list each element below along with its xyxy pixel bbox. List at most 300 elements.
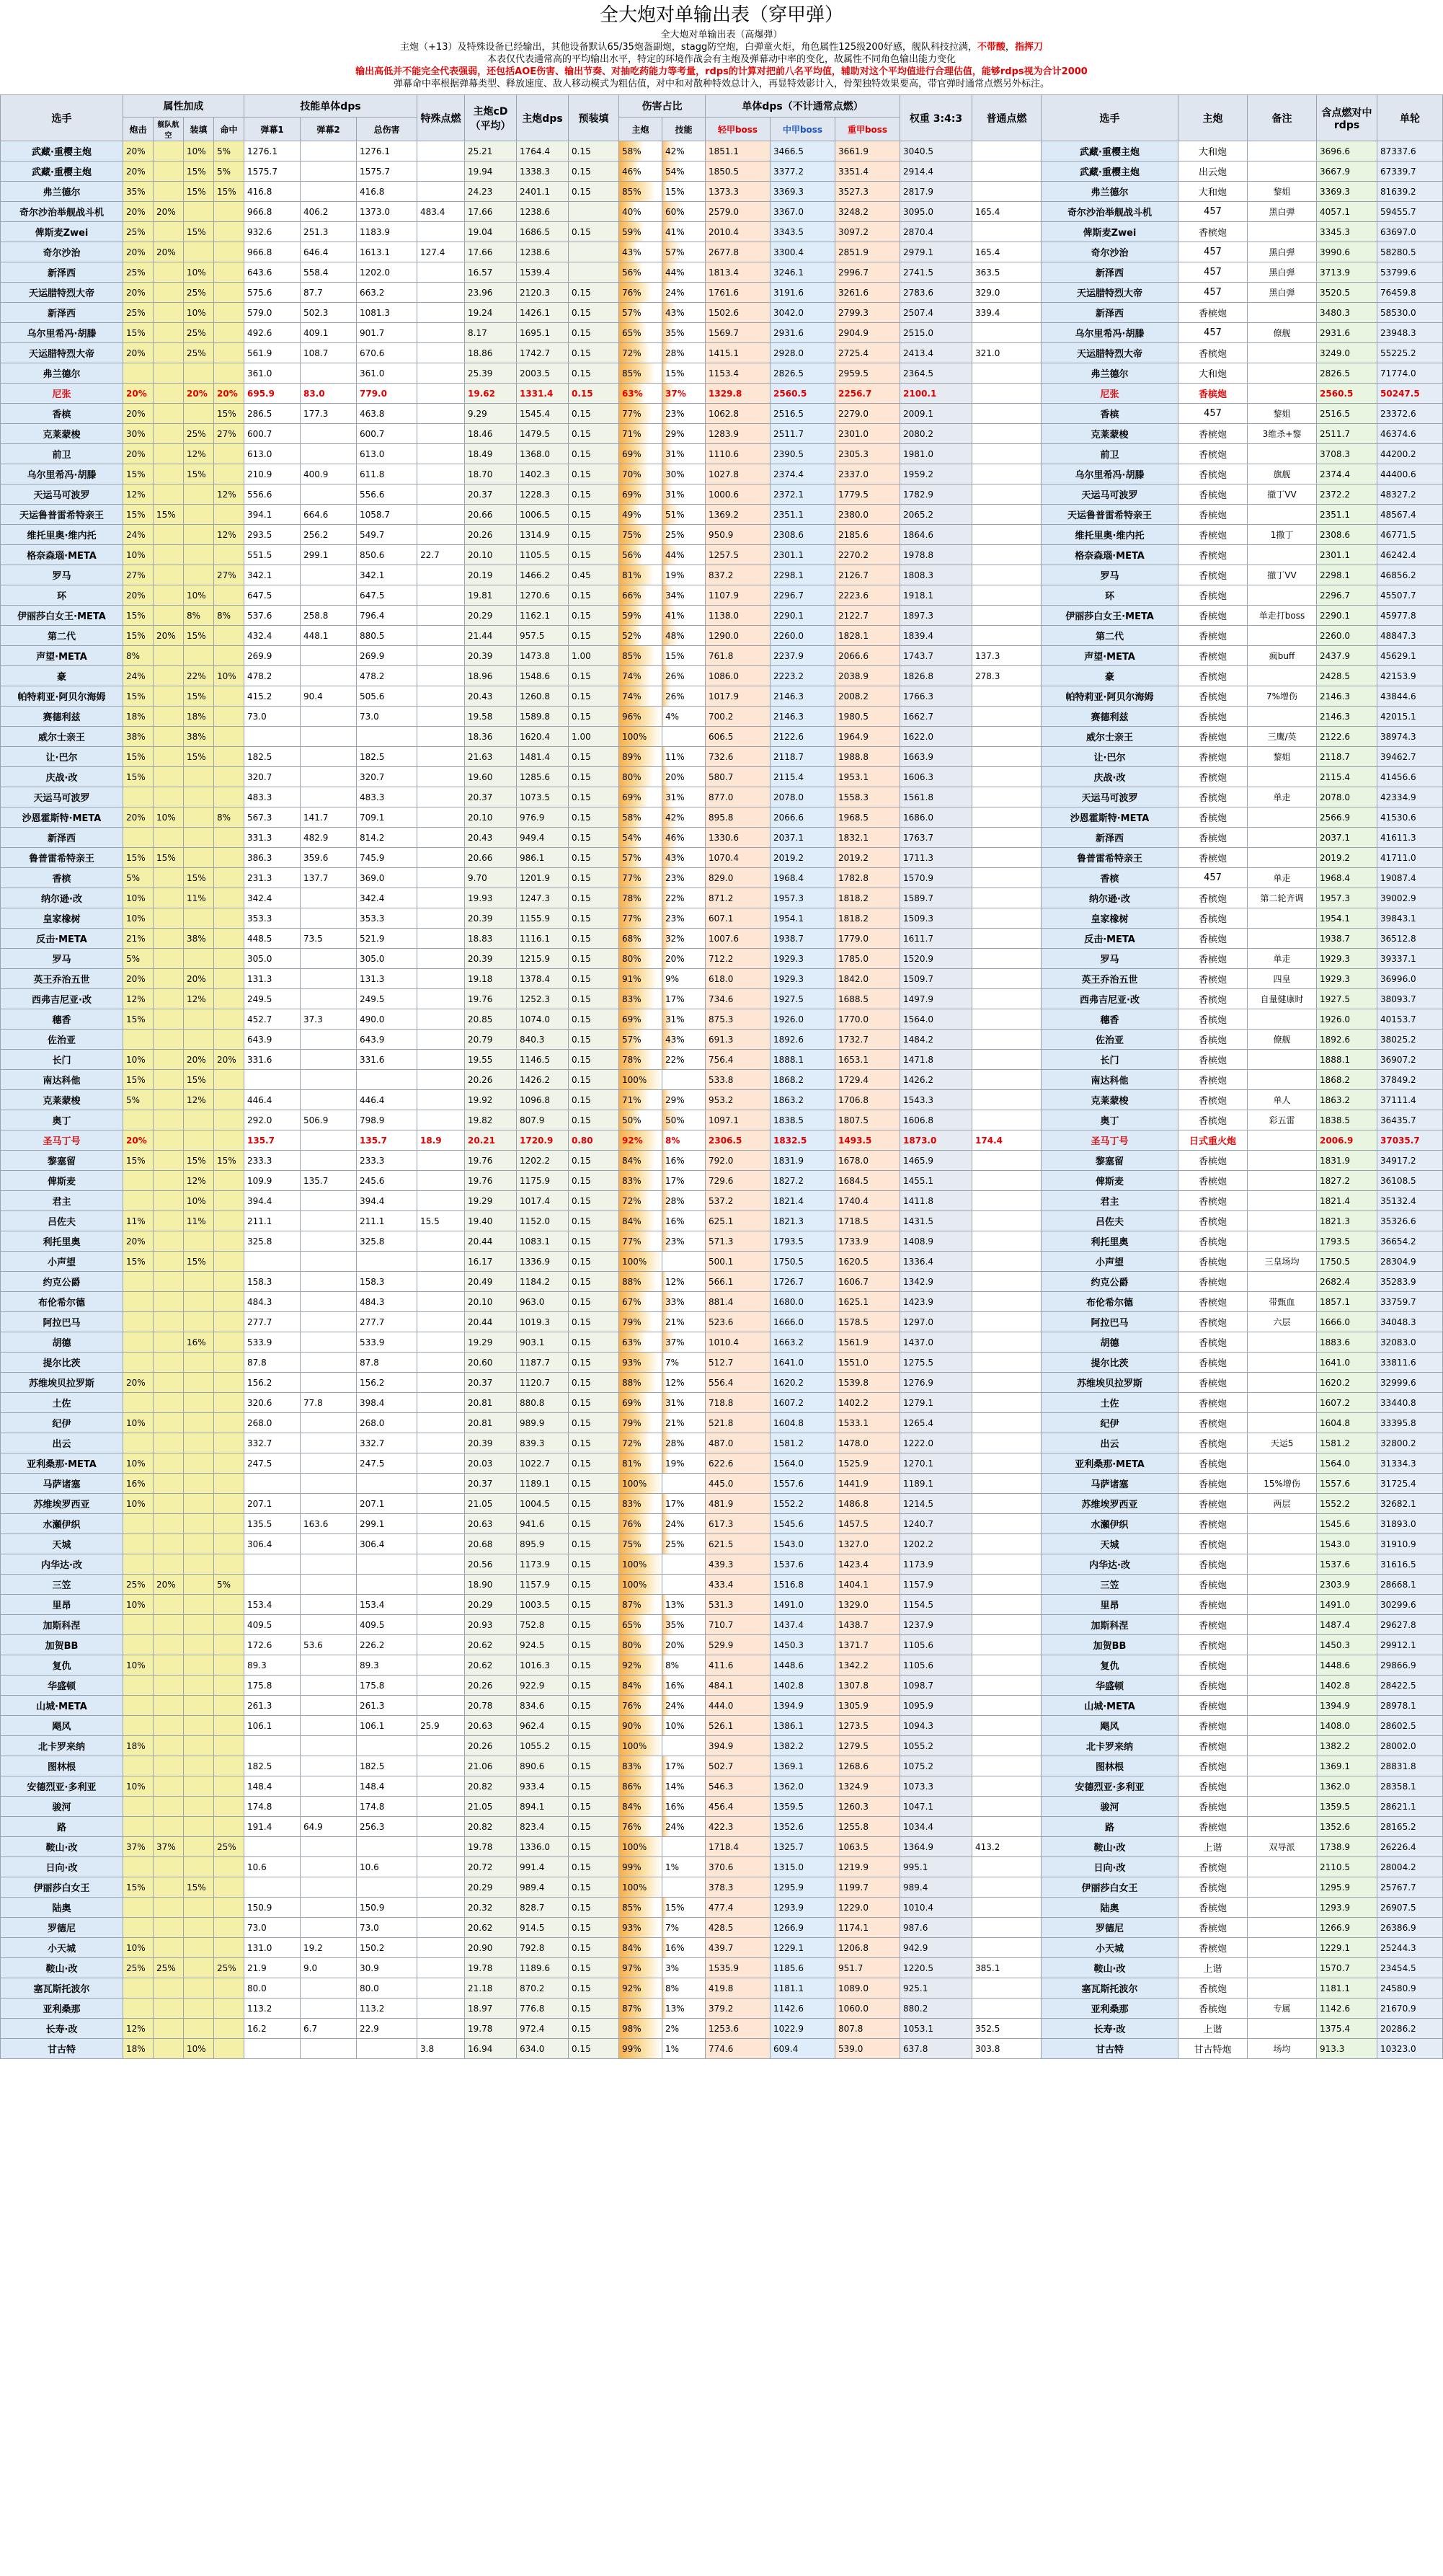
barrage-2-cell xyxy=(301,1736,357,1756)
gun-ratio-cell: 85% xyxy=(619,646,662,666)
single-round-cell: 45629.1 xyxy=(1377,646,1443,666)
skill-ratio-cell: 15% xyxy=(662,182,706,202)
col-main-gun-cd: 主炮cD（平均） xyxy=(465,95,517,141)
normal-ignite-cell xyxy=(972,1453,1042,1474)
barrage-2-cell: 506.9 xyxy=(301,1110,357,1130)
medium-boss-dps-cell: 1750.5 xyxy=(771,1252,835,1272)
normal-ignite-cell xyxy=(972,1595,1042,1615)
special-ignite-cell: 483.4 xyxy=(417,202,465,222)
player-name-2-cell: 英王乔治五世 xyxy=(1042,969,1178,989)
weighted-cell: 1808.3 xyxy=(900,565,972,585)
gun-ratio-cell: 69% xyxy=(619,484,662,505)
gun-type-cell: 香槟炮 xyxy=(1178,686,1248,707)
hit-bonus-cell: 27% xyxy=(214,565,244,585)
table-row xyxy=(1,1433,1443,1453)
hit-bonus-cell xyxy=(214,1857,244,1877)
heavy-boss-dps-cell: 2223.6 xyxy=(835,585,900,606)
player-name-2-cell: 新泽西 xyxy=(1042,303,1178,323)
gun-ratio-cell: 84% xyxy=(619,1151,662,1171)
light-boss-dps-cell: 444.0 xyxy=(706,1696,771,1716)
main-gun-cd-cell: 19.55 xyxy=(465,1050,517,1070)
player-name-2-cell: 日向·改 xyxy=(1042,1857,1178,1877)
table-row xyxy=(1,1837,1443,1857)
weighted-cell: 1342.9 xyxy=(900,1272,972,1292)
fire-bonus-cell: 15% xyxy=(123,626,154,646)
barrage-2-cell xyxy=(301,1433,357,1453)
light-boss-dps-cell: 428.5 xyxy=(706,1918,771,1938)
heavy-boss-dps-cell: 1779.5 xyxy=(835,484,900,505)
main-gun-dps-cell: 1336.0 xyxy=(517,1837,569,1857)
gun-ratio-cell: 40% xyxy=(619,202,662,222)
preload-cell: 0.15 xyxy=(569,1231,619,1252)
remark-cell: 撤丁VV xyxy=(1248,565,1317,585)
remark-cell xyxy=(1248,1615,1317,1635)
light-boss-dps-cell: 394.9 xyxy=(706,1736,771,1756)
single-round-cell: 35283.9 xyxy=(1377,1272,1443,1292)
barrage-2-cell xyxy=(301,1978,357,1999)
gun-type-cell: 香槟炮 xyxy=(1178,1595,1248,1615)
total-damage-cell: 1276.1 xyxy=(357,141,417,161)
preload-cell: 0.15 xyxy=(569,1272,619,1292)
reload-bonus-cell xyxy=(184,1474,214,1494)
preload-cell: 0.15 xyxy=(569,1615,619,1635)
barrage-2-cell: 448.1 xyxy=(301,626,357,646)
main-gun-cd-cell: 20.63 xyxy=(465,1716,517,1736)
barrage-2-cell: 83.0 xyxy=(301,384,357,404)
heavy-boss-dps-cell: 1229.0 xyxy=(835,1898,900,1918)
player-name-cell: 弗兰德尔 xyxy=(1,363,123,384)
table-row xyxy=(1,1130,1443,1151)
fleet-bonus-cell xyxy=(154,1938,184,1958)
player-name-cell: 路 xyxy=(1,1817,123,1837)
single-round-cell: 36996.0 xyxy=(1377,969,1443,989)
weighted-cell: 1297.0 xyxy=(900,1312,972,1332)
col-remark: 备注 xyxy=(1248,95,1317,141)
player-name-cell: 俾斯麦 xyxy=(1,1171,123,1191)
normal-ignite-cell xyxy=(972,1494,1042,1514)
table-row xyxy=(1,848,1443,868)
barrage-1-cell: 432.4 xyxy=(244,626,301,646)
table-row xyxy=(1,626,1443,646)
reload-bonus-cell xyxy=(184,1292,214,1312)
weighted-cell: 1426.2 xyxy=(900,1070,972,1090)
fleet-bonus-cell xyxy=(154,182,184,202)
player-name-cell: 前卫 xyxy=(1,444,123,464)
barrage-2-cell xyxy=(301,1373,357,1393)
fire-bonus-cell xyxy=(123,828,154,848)
barrage-1-cell: 643.9 xyxy=(244,1030,301,1050)
player-name-cell: 英王乔治五世 xyxy=(1,969,123,989)
fire-bonus-cell xyxy=(123,1857,154,1877)
remark-cell xyxy=(1248,505,1317,525)
player-name-cell: 天运腊特烈大帝 xyxy=(1,283,123,303)
light-boss-dps-cell: 700.2 xyxy=(706,707,771,727)
gun-type-cell: 香槟炮 xyxy=(1178,1918,1248,1938)
table-row xyxy=(1,1756,1443,1776)
heavy-boss-dps-cell: 2904.9 xyxy=(835,323,900,343)
medium-boss-dps-cell: 1359.5 xyxy=(771,1797,835,1817)
reload-bonus-cell: 25% xyxy=(184,323,214,343)
total-damage-cell: 369.0 xyxy=(357,868,417,888)
main-gun-cd-cell: 20.03 xyxy=(465,1453,517,1474)
special-ignite-cell xyxy=(417,1918,465,1938)
fleet-bonus-cell xyxy=(154,262,184,283)
light-boss-dps-cell: 512.7 xyxy=(706,1353,771,1373)
player-name-cell: 出云 xyxy=(1,1433,123,1453)
gun-type-cell: 香槟炮 xyxy=(1178,1030,1248,1050)
medium-boss-dps-cell: 1362.0 xyxy=(771,1776,835,1797)
skill-ratio-cell: 20% xyxy=(662,767,706,787)
gun-ratio-cell: 86% xyxy=(619,1776,662,1797)
fleet-bonus-cell xyxy=(154,1252,184,1272)
gun-type-cell: 香槟炮 xyxy=(1178,807,1248,828)
player-name-2-cell: 长寿·改 xyxy=(1042,2019,1178,2039)
table-row xyxy=(1,1635,1443,1655)
special-ignite-cell xyxy=(417,707,465,727)
gun-ratio-cell: 43% xyxy=(619,242,662,262)
player-name-2-cell: 弗兰德尔 xyxy=(1042,363,1178,384)
remark-cell: 单走 xyxy=(1248,949,1317,969)
main-gun-dps-cell: 2120.3 xyxy=(517,283,569,303)
weighted-cell: 1105.6 xyxy=(900,1635,972,1655)
skill-ratio-cell: 17% xyxy=(662,1756,706,1776)
barrage-1-cell: 551.5 xyxy=(244,545,301,565)
gun-ratio-cell: 77% xyxy=(619,868,662,888)
gun-ratio-cell: 71% xyxy=(619,424,662,444)
player-name-cell: 苏维埃贝拉罗斯 xyxy=(1,1373,123,1393)
special-ignite-cell xyxy=(417,1090,465,1110)
total-damage-cell xyxy=(357,2039,417,2059)
weighted-cell: 1686.0 xyxy=(900,807,972,828)
single-round-cell: 31893.0 xyxy=(1377,1514,1443,1534)
gun-ratio-cell: 90% xyxy=(619,1716,662,1736)
fleet-bonus-cell xyxy=(154,1030,184,1050)
fleet-bonus-cell xyxy=(154,1978,184,1999)
light-boss-dps-cell: 439.3 xyxy=(706,1554,771,1575)
main-gun-dps-cell: 1105.5 xyxy=(517,545,569,565)
normal-ignite-cell xyxy=(972,1050,1042,1070)
skill-ratio-cell xyxy=(662,1837,706,1857)
gun-ratio-cell: 92% xyxy=(619,1655,662,1676)
single-round-cell: 38974.3 xyxy=(1377,727,1443,747)
main-gun-cd-cell: 20.26 xyxy=(465,525,517,545)
main-gun-dps-cell: 1146.5 xyxy=(517,1050,569,1070)
gun-type-cell: 香槟炮 xyxy=(1178,1615,1248,1635)
weighted-cell: 1662.7 xyxy=(900,707,972,727)
fire-bonus-cell: 5% xyxy=(123,1090,154,1110)
single-round-cell: 34048.3 xyxy=(1377,1312,1443,1332)
player-name-cell: 华盛顿 xyxy=(1,1676,123,1696)
preload-cell: 0.15 xyxy=(569,1776,619,1797)
remark-cell: 第二轮齐调 xyxy=(1248,888,1317,908)
rdps-cell: 1821.3 xyxy=(1317,1211,1377,1231)
special-ignite-cell xyxy=(417,1030,465,1050)
table-row xyxy=(1,384,1443,404)
fire-bonus-cell: 10% xyxy=(123,1494,154,1514)
reload-bonus-cell xyxy=(184,949,214,969)
player-name-2-cell: 陆奥 xyxy=(1042,1898,1178,1918)
special-ignite-cell xyxy=(417,1231,465,1252)
special-ignite-cell xyxy=(417,484,465,505)
barrage-1-cell: 533.9 xyxy=(244,1332,301,1353)
fleet-bonus-cell xyxy=(154,1756,184,1776)
remark-cell xyxy=(1248,1676,1317,1696)
reload-bonus-cell xyxy=(184,908,214,929)
remark-cell xyxy=(1248,707,1317,727)
light-boss-dps-cell: 1535.9 xyxy=(706,1958,771,1978)
main-gun-cd-cell: 20.44 xyxy=(465,1312,517,1332)
gun-ratio-cell: 58% xyxy=(619,141,662,161)
light-boss-dps-cell: 712.2 xyxy=(706,949,771,969)
light-boss-dps-cell: 1010.4 xyxy=(706,1332,771,1353)
fire-bonus-cell: 15% xyxy=(123,767,154,787)
remark-cell: 15%增伤 xyxy=(1248,1474,1317,1494)
barrage-2-cell: 409.1 xyxy=(301,323,357,343)
total-damage-cell: 613.0 xyxy=(357,444,417,464)
weighted-cell: 1240.7 xyxy=(900,1514,972,1534)
weighted-cell: 1105.6 xyxy=(900,1655,972,1676)
player-name-2-cell: 加贺BB xyxy=(1042,1635,1178,1655)
medium-boss-dps-cell: 1954.1 xyxy=(771,908,835,929)
preload-cell xyxy=(569,262,619,283)
light-boss-dps-cell: 379.2 xyxy=(706,1999,771,2019)
gun-type-cell: 香槟炮 xyxy=(1178,1554,1248,1575)
normal-ignite-cell: 165.4 xyxy=(972,202,1042,222)
barrage-1-cell: 10.6 xyxy=(244,1857,301,1877)
weighted-cell: 1484.2 xyxy=(900,1030,972,1050)
fleet-bonus-cell xyxy=(154,2039,184,2059)
reload-bonus-cell: 8% xyxy=(184,606,214,626)
col-normal-ignite: 普通点燃 xyxy=(972,95,1042,141)
remark-cell: 彩五雷 xyxy=(1248,1110,1317,1130)
gun-type-cell: 甘古特炮 xyxy=(1178,2039,1248,2059)
col-player-2: 选手 xyxy=(1042,95,1178,141)
heavy-boss-dps-cell: 1438.7 xyxy=(835,1615,900,1635)
hit-bonus-cell xyxy=(214,444,244,464)
skill-ratio-cell: 60% xyxy=(662,202,706,222)
normal-ignite-cell xyxy=(972,525,1042,545)
barrage-2-cell xyxy=(301,141,357,161)
weighted-cell: 995.1 xyxy=(900,1857,972,1877)
remark-cell xyxy=(1248,1857,1317,1877)
fleet-bonus-cell xyxy=(154,1716,184,1736)
table-row xyxy=(1,1272,1443,1292)
heavy-boss-dps-cell: 1089.0 xyxy=(835,1978,900,1999)
main-gun-cd-cell: 20.81 xyxy=(465,1393,517,1413)
skill-ratio-cell: 1% xyxy=(662,2039,706,2059)
main-gun-cd-cell: 17.66 xyxy=(465,242,517,262)
barrage-1-cell: 613.0 xyxy=(244,444,301,464)
special-ignite-cell xyxy=(417,1756,465,1776)
total-damage-cell: 156.2 xyxy=(357,1373,417,1393)
preload-cell: 0.15 xyxy=(569,161,619,182)
preload-cell: 0.15 xyxy=(569,1817,619,1837)
gun-type-cell: 香槟炮 xyxy=(1178,767,1248,787)
heavy-boss-dps-cell: 1832.1 xyxy=(835,828,900,848)
skill-ratio-cell: 41% xyxy=(662,606,706,626)
special-ignite-cell xyxy=(417,1413,465,1433)
barrage-1-cell: 415.2 xyxy=(244,686,301,707)
barrage-2-cell xyxy=(301,1211,357,1231)
heavy-boss-dps-cell: 1525.9 xyxy=(835,1453,900,1474)
fire-bonus-cell: 35% xyxy=(123,182,154,202)
total-damage-cell: 175.8 xyxy=(357,1676,417,1696)
barrage-1-cell: 452.7 xyxy=(244,1009,301,1030)
single-round-cell: 29912.1 xyxy=(1377,1635,1443,1655)
barrage-1-cell: 268.0 xyxy=(244,1413,301,1433)
gun-ratio-cell: 76% xyxy=(619,1817,662,1837)
remark-cell: 僚舰 xyxy=(1248,1030,1317,1050)
special-ignite-cell xyxy=(417,787,465,807)
special-ignite-cell: 15.5 xyxy=(417,1211,465,1231)
single-round-cell: 33759.7 xyxy=(1377,1292,1443,1312)
barrage-2-cell: 664.6 xyxy=(301,505,357,525)
light-boss-dps-cell: 445.0 xyxy=(706,1474,771,1494)
player-name-cell: 克莱蒙梭 xyxy=(1,424,123,444)
single-round-cell: 48847.3 xyxy=(1377,626,1443,646)
fire-bonus-cell: 20% xyxy=(123,1373,154,1393)
single-round-cell: 31725.4 xyxy=(1377,1474,1443,1494)
gun-ratio-cell: 69% xyxy=(619,787,662,807)
preload-cell: 0.15 xyxy=(569,182,619,202)
remark-cell xyxy=(1248,1272,1317,1292)
player-name-2-cell: 亚利桑那·META xyxy=(1042,1453,1178,1474)
single-round-cell: 59455.7 xyxy=(1377,202,1443,222)
total-damage-cell xyxy=(357,1877,417,1898)
medium-boss-dps-cell: 2146.3 xyxy=(771,707,835,727)
single-round-cell: 31910.9 xyxy=(1377,1534,1443,1554)
rdps-cell: 2118.7 xyxy=(1317,747,1377,767)
fire-bonus-cell xyxy=(123,1978,154,1999)
normal-ignite-cell xyxy=(972,1918,1042,1938)
fire-bonus-cell: 20% xyxy=(123,283,154,303)
player-name-cell: 让·巴尔 xyxy=(1,747,123,767)
total-damage-cell: 89.3 xyxy=(357,1655,417,1676)
reload-bonus-cell xyxy=(184,1575,214,1595)
main-gun-cd-cell: 20.82 xyxy=(465,1776,517,1797)
reload-bonus-cell: 15% xyxy=(184,222,214,242)
special-ignite-cell xyxy=(417,343,465,363)
hit-bonus-cell xyxy=(214,1292,244,1312)
heavy-boss-dps-cell: 1988.8 xyxy=(835,747,900,767)
main-gun-cd-cell: 16.94 xyxy=(465,2039,517,2059)
hit-bonus-cell xyxy=(214,1918,244,1938)
player-name-2-cell: 塞瓦斯托波尔 xyxy=(1042,1978,1178,1999)
special-ignite-cell xyxy=(417,161,465,182)
reload-bonus-cell xyxy=(184,1898,214,1918)
normal-ignite-cell xyxy=(972,1877,1042,1898)
table-row xyxy=(1,1716,1443,1736)
gun-type-cell: 香槟炮 xyxy=(1178,949,1248,969)
preload-cell: 0.15 xyxy=(569,1474,619,1494)
hit-bonus-cell xyxy=(214,1332,244,1353)
gun-type-cell: 香槟炮 xyxy=(1178,1292,1248,1312)
player-name-2-cell: 弗兰德尔 xyxy=(1042,182,1178,202)
preload-cell: 0.15 xyxy=(569,1453,619,1474)
barrage-2-cell xyxy=(301,1837,357,1857)
main-gun-dps-cell: 1314.9 xyxy=(517,525,569,545)
player-name-cell: 天城 xyxy=(1,1534,123,1554)
main-gun-cd-cell: 20.32 xyxy=(465,1898,517,1918)
weighted-cell: 1423.9 xyxy=(900,1292,972,1312)
rdps-cell: 2931.6 xyxy=(1317,323,1377,343)
gun-type-cell: 香槟炮 xyxy=(1178,727,1248,747)
reload-bonus-cell xyxy=(184,1534,214,1554)
special-ignite-cell xyxy=(417,1494,465,1514)
heavy-boss-dps-cell: 1307.8 xyxy=(835,1676,900,1696)
rdps-cell: 2078.0 xyxy=(1317,787,1377,807)
skill-ratio-cell: 22% xyxy=(662,1050,706,1070)
weighted-cell: 1978.8 xyxy=(900,545,972,565)
player-name-cell: 鞍山·改 xyxy=(1,1958,123,1978)
fleet-bonus-cell xyxy=(154,606,184,626)
fire-bonus-cell: 10% xyxy=(123,1776,154,1797)
heavy-boss-dps-cell: 1968.5 xyxy=(835,807,900,828)
gun-ratio-cell: 79% xyxy=(619,1312,662,1332)
single-round-cell: 28002.0 xyxy=(1377,1736,1443,1756)
gun-type-cell: 香槟炮 xyxy=(1178,707,1248,727)
remark-cell xyxy=(1248,908,1317,929)
gun-type-cell: 香槟炮 xyxy=(1178,1453,1248,1474)
player-name-cell: 格奈森瑙·META xyxy=(1,545,123,565)
total-damage-cell: 148.4 xyxy=(357,1776,417,1797)
gun-ratio-cell: 70% xyxy=(619,464,662,484)
preload-cell: 0.15 xyxy=(569,1655,619,1676)
light-boss-dps-cell: 2677.8 xyxy=(706,242,771,262)
player-name-2-cell: 约克公爵 xyxy=(1042,1272,1178,1292)
barrage-1-cell: 207.1 xyxy=(244,1494,301,1514)
heavy-boss-dps-cell: 1457.5 xyxy=(835,1514,900,1534)
light-boss-dps-cell: 1283.9 xyxy=(706,424,771,444)
special-ignite-cell xyxy=(417,686,465,707)
table-row xyxy=(1,585,1443,606)
player-name-2-cell: 乌尔里希冯·胡滕 xyxy=(1042,464,1178,484)
table-row xyxy=(1,1978,1443,1999)
barrage-2-cell xyxy=(301,1857,357,1877)
single-round-cell: 28621.1 xyxy=(1377,1797,1443,1817)
player-name-2-cell: 黎塞留 xyxy=(1042,1151,1178,1171)
normal-ignite-cell: 174.4 xyxy=(972,1130,1042,1151)
fleet-bonus-cell xyxy=(154,1272,184,1292)
special-ignite-cell xyxy=(417,182,465,202)
skill-ratio-cell: 51% xyxy=(662,505,706,525)
table-row xyxy=(1,1453,1443,1474)
medium-boss-dps-cell: 1838.5 xyxy=(771,1110,835,1130)
skill-ratio-cell: 28% xyxy=(662,1433,706,1453)
fire-bonus-cell: 15% xyxy=(123,606,154,626)
rdps-cell: 2516.5 xyxy=(1317,404,1377,424)
total-damage-cell: 22.9 xyxy=(357,2019,417,2039)
skill-ratio-cell: 44% xyxy=(662,545,706,565)
fire-bonus-cell: 25% xyxy=(123,1958,154,1978)
rdps-cell: 1604.8 xyxy=(1317,1413,1377,1433)
barrage-2-cell xyxy=(301,1474,357,1494)
fire-bonus-cell xyxy=(123,1292,154,1312)
light-boss-dps-cell: 1153.4 xyxy=(706,363,771,384)
special-ignite-cell xyxy=(417,929,465,949)
gun-type-cell: 大和炮 xyxy=(1178,363,1248,384)
single-round-cell: 32800.2 xyxy=(1377,1433,1443,1453)
barrage-2-cell xyxy=(301,1050,357,1070)
player-name-cell: 安德烈亚·多利亚 xyxy=(1,1776,123,1797)
rdps-cell: 1581.2 xyxy=(1317,1433,1377,1453)
reload-bonus-cell: 15% xyxy=(184,182,214,202)
fleet-bonus-cell xyxy=(154,1453,184,1474)
special-ignite-cell xyxy=(417,363,465,384)
main-gun-cd-cell: 19.24 xyxy=(465,303,517,323)
remark-cell xyxy=(1248,1716,1317,1736)
table-row xyxy=(1,1676,1443,1696)
